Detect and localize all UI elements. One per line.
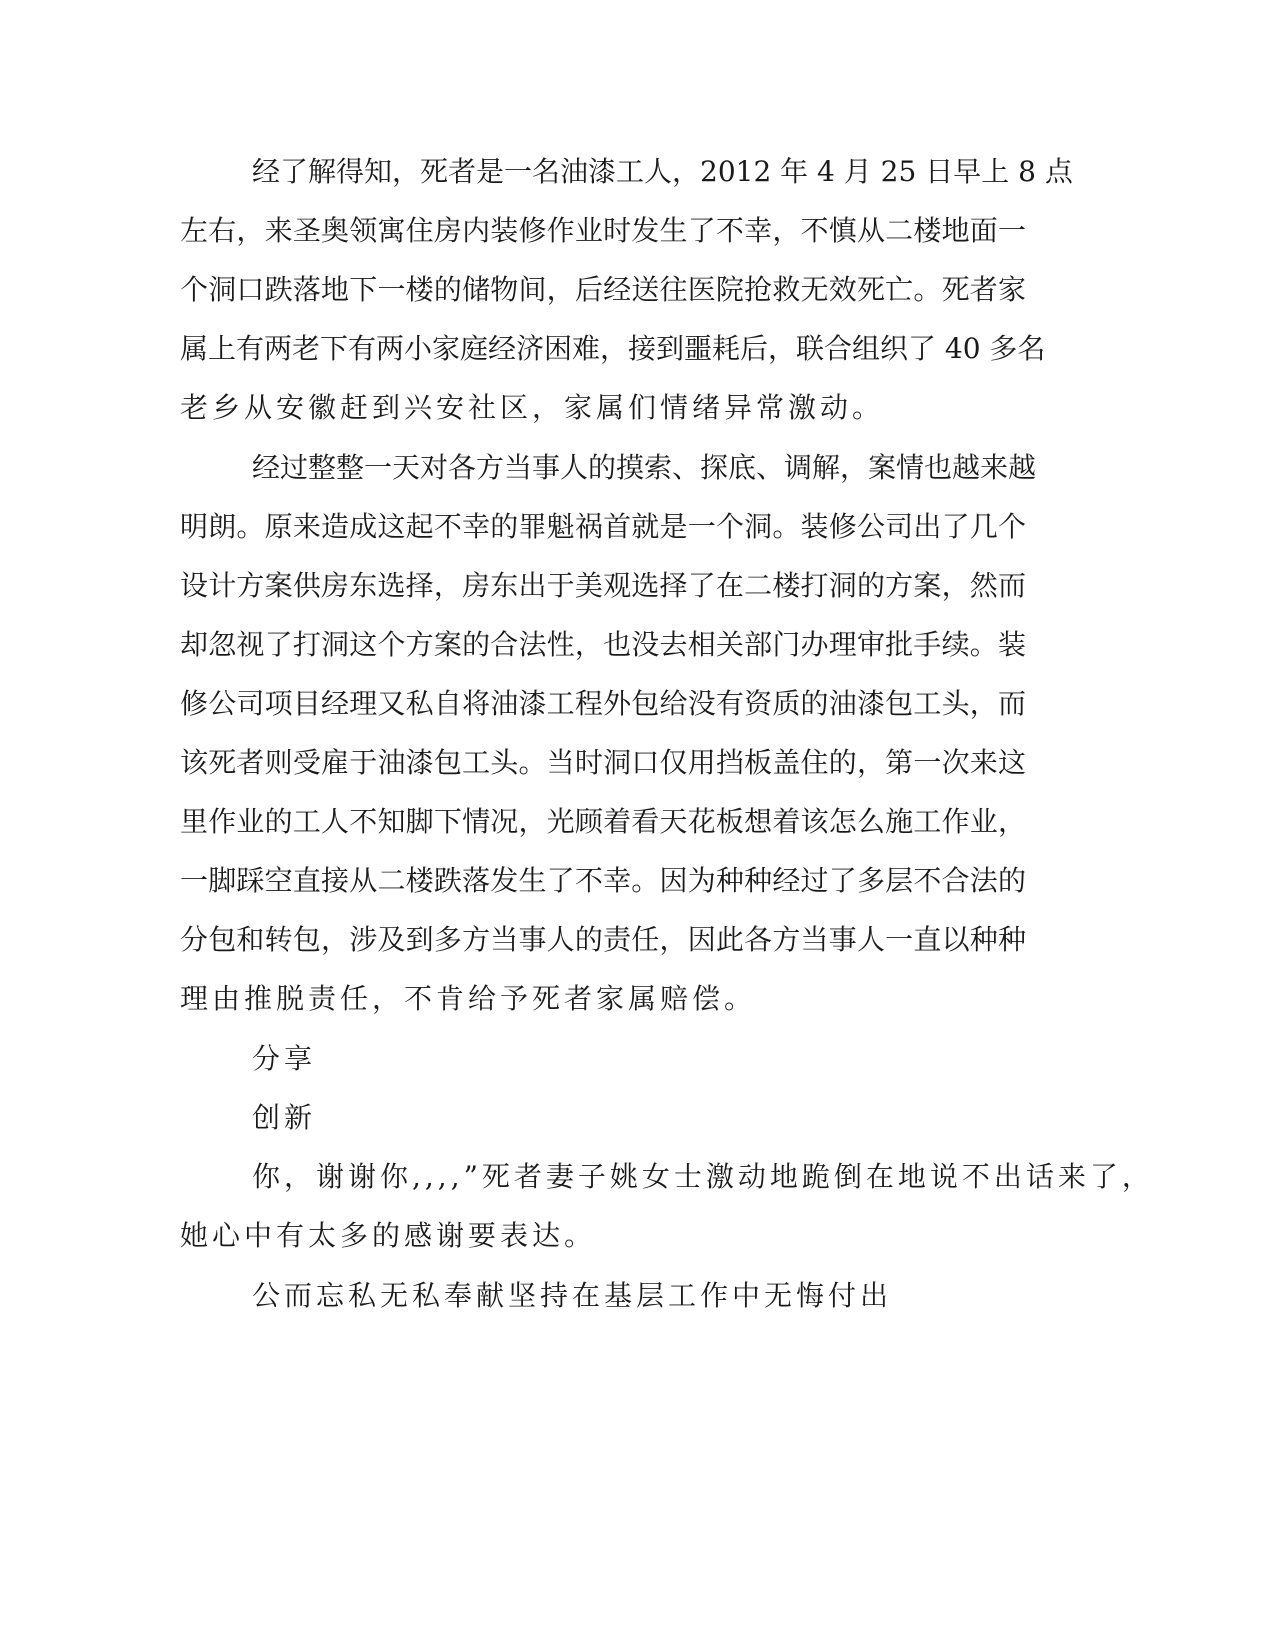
text-line: 经过整整一天对各方当事人的摸索、探底、调解，案情也越来越 bbox=[252, 451, 1037, 484]
text-line: 左右，来圣奥领寓住房内装修作业时发生了不幸，不慎从二楼地面一 bbox=[180, 214, 1026, 247]
text-line: 理由推脱责任，不肯给予死者家属赔偿。 bbox=[180, 982, 757, 1015]
text-line: 你，谢谢你,,,,”死者妻子姚女士激动地跪倒在地说不出话来了， bbox=[252, 1160, 1154, 1193]
text-line: 里作业的工人不知脚下情况，光顾着看天花板想着该怎么施工作业， bbox=[180, 805, 1026, 838]
text-line: 经了解得知，死者是一名油漆工人，2012 年 4 月 25 日早上 8 点 bbox=[252, 155, 1073, 188]
text-line: 明朗。原来造成这起不幸的罪魁祸首就是一个洞。装修公司出了几个 bbox=[180, 510, 1026, 543]
text-line: 分包和转包，涉及到多方当事人的责任，因此各方当事人一直以种种 bbox=[180, 923, 1026, 956]
text-line: 属上有两老下有两小家庭经济困难，接到噩耗后，联合组织了 40 多名 bbox=[180, 332, 1046, 365]
text-line: 该死者则受雇于油漆包工头。当时洞口仅用挡板盖住的，第一次来这 bbox=[180, 746, 1026, 779]
paragraph-4: 创新 bbox=[252, 1101, 317, 1134]
text-line: 设计方案供房东选择，房东出于美观选择了在二楼打洞的方案，然而 bbox=[180, 569, 1026, 602]
paragraph-6: 公而忘私无私奉献坚持在基层工作中无悔付出 bbox=[252, 1279, 893, 1312]
text-line: 一脚踩空直接从二楼跌落发生了不幸。因为种种经过了多层不合法的 bbox=[180, 864, 1026, 897]
text-line: 个洞口跌落地下一楼的储物间，后经送往医院抢救无效死亡。死者家 bbox=[180, 273, 1026, 306]
text-line: 修公司项目经理又私自将油漆工程外包给没有资质的油漆包工头，而 bbox=[180, 687, 1026, 720]
text-line: 却忽视了打洞这个方案的合法性，也没去相关部门办理审批手续。装 bbox=[180, 628, 1026, 661]
paragraph-3: 分享 bbox=[252, 1042, 317, 1075]
text-line: 老乡从安徽赶到兴安社区，家属们情绪异常激动。 bbox=[180, 391, 885, 424]
text-line: 她心中有太多的感谢要表达。 bbox=[180, 1219, 597, 1252]
